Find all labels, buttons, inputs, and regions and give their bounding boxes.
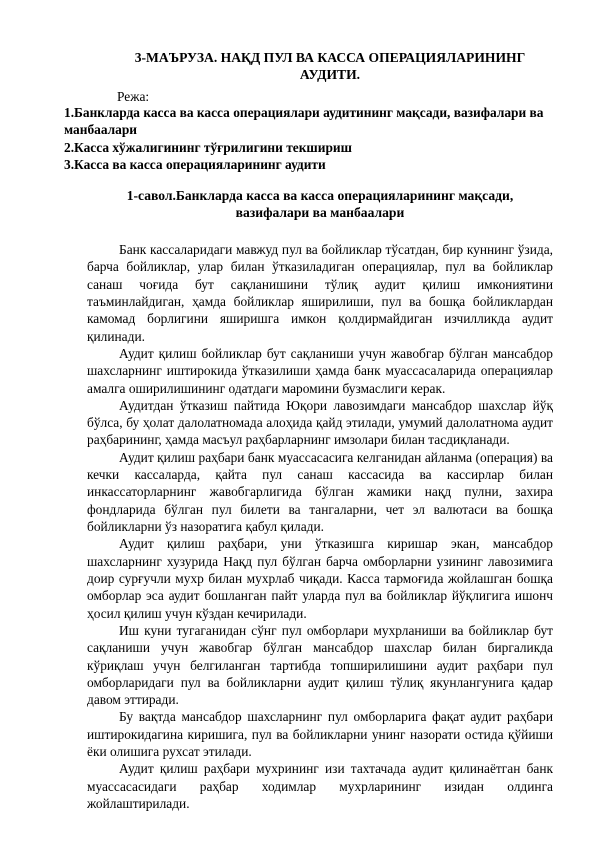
plan-list (64, 104, 564, 173)
paragraph: Аудитдан ўтказиш пайтида Юқори лавозимдаги мансабдор шахслар йўқ бўлса, бу ҳолат далолатномада алоҳида қайд этилади, умумий далолатнома аудит раҳбарининг, ҳамда масъул раҳбарларнинг имзолари билан тасдиқланади. (87, 397, 553, 448)
paragraph: Аудит қилиш раҳбари, уни ўтказишга киришар экан, мансабдор шахсларнинг хузурида Нақд пул бўлган барча омборларни узининг лавозимига доир сурғучли мухр билан мухрлаб чиқади. Касса тармоғида жойлашган бошқа омборлар эса аудит бошланган пайт уларда пул ва бойликлар йўқлигига ишонч ҳосил қилиш учун кўздан кечирилади. (87, 536, 553, 621)
section-title: 1-савол.Банкларда касса ва касса операцияларининг мақсади, вазифалари ва манбаалари (126, 188, 514, 220)
plan-item: 3.Касса ва касса операцияларининг аудити (64, 156, 326, 172)
body-text (87, 241, 553, 812)
plan-item: 2.Касса хўжалигининг тўғрилигини текшириш (64, 139, 352, 155)
paragraph: Аудит қилиш раҳбари мухрининг изи тахтачада аудит қилинаётган банк муассасасидаги раҳбар ходимлар мухрларининг изидан олдинга жойлаштирилади. (87, 761, 553, 811)
paragraph: Банк кассаларидаги мавжуд пул ва бойликлар тўсатдан, бир куннинг ўзида, барча бойликлар, улар билан ўтказиладиган операциялар, пул ва бойликлар санаш чоғида бут сақланишини тўлиқ аудит қилиш имкониятини таъминлайдиган, ҳамда бойликлар яширилиши, пул ва бошқа бойликлардан камомад борлигини яширишга имкон қолдирмайдиган изчилликда аудит қилинади. (87, 242, 553, 344)
paragraph: Аудит қилиш бойликлар бут сақланиши учун жавобгар бўлган мансабдор шахсларнинг иштирокида ўтказилиши ҳамда банк муассасаларида операциялар амалга оширилишининг одатдаги маромини бузмаслиги керак. (87, 345, 553, 396)
plan-label: Режа: (117, 89, 150, 104)
paragraph: Бу вақтда мансабдор шахсларнинг пул омборларига фақат аудит раҳбари иштирокидагина киришига, пул ва бойликларни унинг назорати остида қўйиши ёки олишига рухсат этилади. (87, 709, 553, 760)
plan-item: 1.Банкларда касса ва касса операциялари аудитининг мақсади, вазифалари ва манбаалари (64, 105, 544, 138)
paragraph: Иш куни тугаганидан сўнг пул омборлари мухрланиши ва бойликлар бут сақланиши учун жавобгар бўлган мансабдор шахслар билан биргаликда кўриқлаш учун белгиланган тартибда топширилишини аудит раҳбари пул омборларидаги пул ва бойликларни аудит қилиш тўлиқ якунлангунига қадар давом эттиради. (87, 622, 553, 708)
lecture-title: 3-МАЪРУЗА. НАҚД ПУЛ ВА КАССА ОПЕРАЦИЯЛАРИНИНГ АУДИТИ. (134, 50, 526, 82)
paragraph: Аудит қилиш раҳбари банк муассасасига келганидан айланма (операция) ва кечки кассаларда, қайта пул санаш кассасида ва кассирлар билан инкассаторларнинг жавобгарлигида бўлган жамики нақд пулни, захира фондларида бўлган пул билети ва тангаларни, чет эл валютаси ва бошқа бойликларни ўз назоратига қабул қилади. (87, 449, 553, 534)
